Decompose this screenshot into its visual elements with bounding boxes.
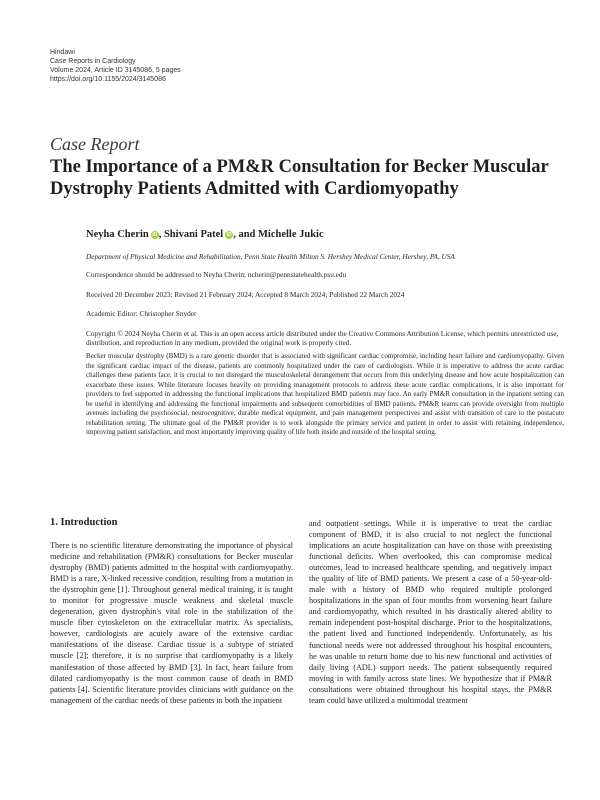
- author-name: Shivani Patel: [163, 229, 224, 240]
- body-text: There is no scientific literature demonstrating the importance of physical medicine and rehabilitation (PM&R) consultations for Becker muscular dystrophy (BMD) patients admitted to the hospital with cardiomyopathy. BMD is a rare, X-linked recessive condition, resulting from a mutation in the dystrophin gene [1]. Throughout general medical training, it is taught to monitor for progressive muscle weakness and skeletal muscle degeneration, given dystrophin's vital role in the stabilization of the muscle fiber cytoskeleton on the extracellular matrix. As specialists, however, cardiologists are acutely aware of the extensive cardiac manifestations of the disease. Cardiac tissue is a subtype of striated muscle [2]; therefore, it is no surprise that cardiomyopathy is a likely manifestation of those affected by BMD [3]. In fact, heart failure from dilated cardiomyopathy is the most common cause of death in BMD patients [4]. Scientific literature provides clinicians with guidance on the management of the cardiac needs of these patients in both the inpatient: [50, 541, 293, 705]
- article-type: Case Report: [50, 134, 140, 154]
- abstract: Becker muscular dystrophy (BMD) is a rare genetic disorder that is associated with significant cardiac compromise, including heart failure and cardiomyopathy. Given the significant cardiac impact of the disease, patients are commonly hospitalized under the care of cardiologists. While it is imperative to address the acute cardiac challenges these patients face, it is crucial to not disregard the musculoskeletal derangement that occurs from this underlying disease and how acute hospitalization can exacerbate these issues. While literature focuses heavily on providing management protocols to address these acute cardiac complications, it is also important for providers to feel supported in addressing the functional implications that hospitalized BMD patients may face. An early PM&R consultation in the inpatient setting can be useful in identifying and addressing the functional impairments and subsequent comorbidities of BMD patients. PM&R teams can provide oversight from multiple avenues including the psychosocial, neurocognitive, durable medical equipment, and pain management perspectives and assist with transition of care to the postacute rehabilitation setting. The ultimate goal of the PM&R provider is to work alongside the primary service and patient in order to assist with retaining independence, improving patient satisfaction, and most importantly improving quality of life both inside and outside of the hospital setting.: [86, 352, 564, 437]
- article-dates: Received 20 December 2023; Revised 21 February 2024; Accepted 8 March 2024; Published 22 March 2024: [86, 290, 405, 299]
- correspondence: Correspondence should be addressed to Neyha Cherin; ncherin@pennstatehealth.psu.edu: [86, 270, 347, 279]
- journal-name: Case Reports in Cardiology: [50, 58, 136, 65]
- body-column-right: [309, 518, 552, 706]
- copyright-notice: Copyright © 2024 Neyha Cherin et al. This is an open access article distributed under the Creative Commons Attribution License, which permits unrestricted use, distribution, and reproduction in any medium, provided the original work is properly cited.: [86, 329, 559, 347]
- article-title: The Importance of a PM&R Consultation for Becker Muscular Dystrophy Patients Admitted with Cardiomyopathy: [50, 157, 549, 199]
- orcid-icon[interactable]: iD: [226, 232, 232, 238]
- journal-info: [50, 48, 181, 84]
- section-heading: 1. Introduction: [50, 517, 118, 528]
- doi-link[interactable]: https://doi.org/10.1155/2024/3145086: [50, 76, 166, 83]
- affiliation: Department of Physical Medicine and Rehabilitation, Penn State Health Milton S. Hershey Medical Center, Hershey, PA, USA: [86, 252, 455, 261]
- author-list: Neyha Cherin iD , Shivani Patel iD , and Michelle Jukic: [86, 229, 324, 240]
- author-name: and Michelle Jukic: [238, 229, 324, 240]
- orcid-icon[interactable]: iD: [152, 232, 158, 238]
- body-text: and outpatient settings. While it is imperative to treat the cardiac component of BMD, it is also crucial to not neglect the functional implications an acute hospitalization can have on those with preexisting functional deficits. When overlooked, this can compromise medical outcomes, lead to increased healthcare spending, and negatively impact the quality of life of BMD patients. We present a case of a 50-year-old-male with a history of BMD who required multiple prolonged hospitalizations in the span of four months from worsening heart failure and cardiomyopathy, which resulted in his drastically altered ability to remain independent post-hospital discharge. Prior to the hospitalizations, the patient lived and functioned independently. Unfortunately, as his functional needs were not addressed throughout his hospital encounters, he was unable to return home due to his new functional and activities of daily living (ADL) support needs. The patient subsequently required moving in with family across state lines. We hypothesize that if PM&R consultations were obtained throughout his hospital stays, the PM&R team could have utilized a multimodal treatment: [309, 519, 552, 705]
- volume-info: Volume 2024, Article ID 3145086, 5 pages: [50, 67, 181, 74]
- publisher: Hindawi: [50, 49, 75, 56]
- author-name: Neyha Cherin: [86, 229, 149, 240]
- body-column-left: [50, 518, 293, 706]
- academic-editor: Academic Editor: Christopher Snyder: [86, 309, 197, 318]
